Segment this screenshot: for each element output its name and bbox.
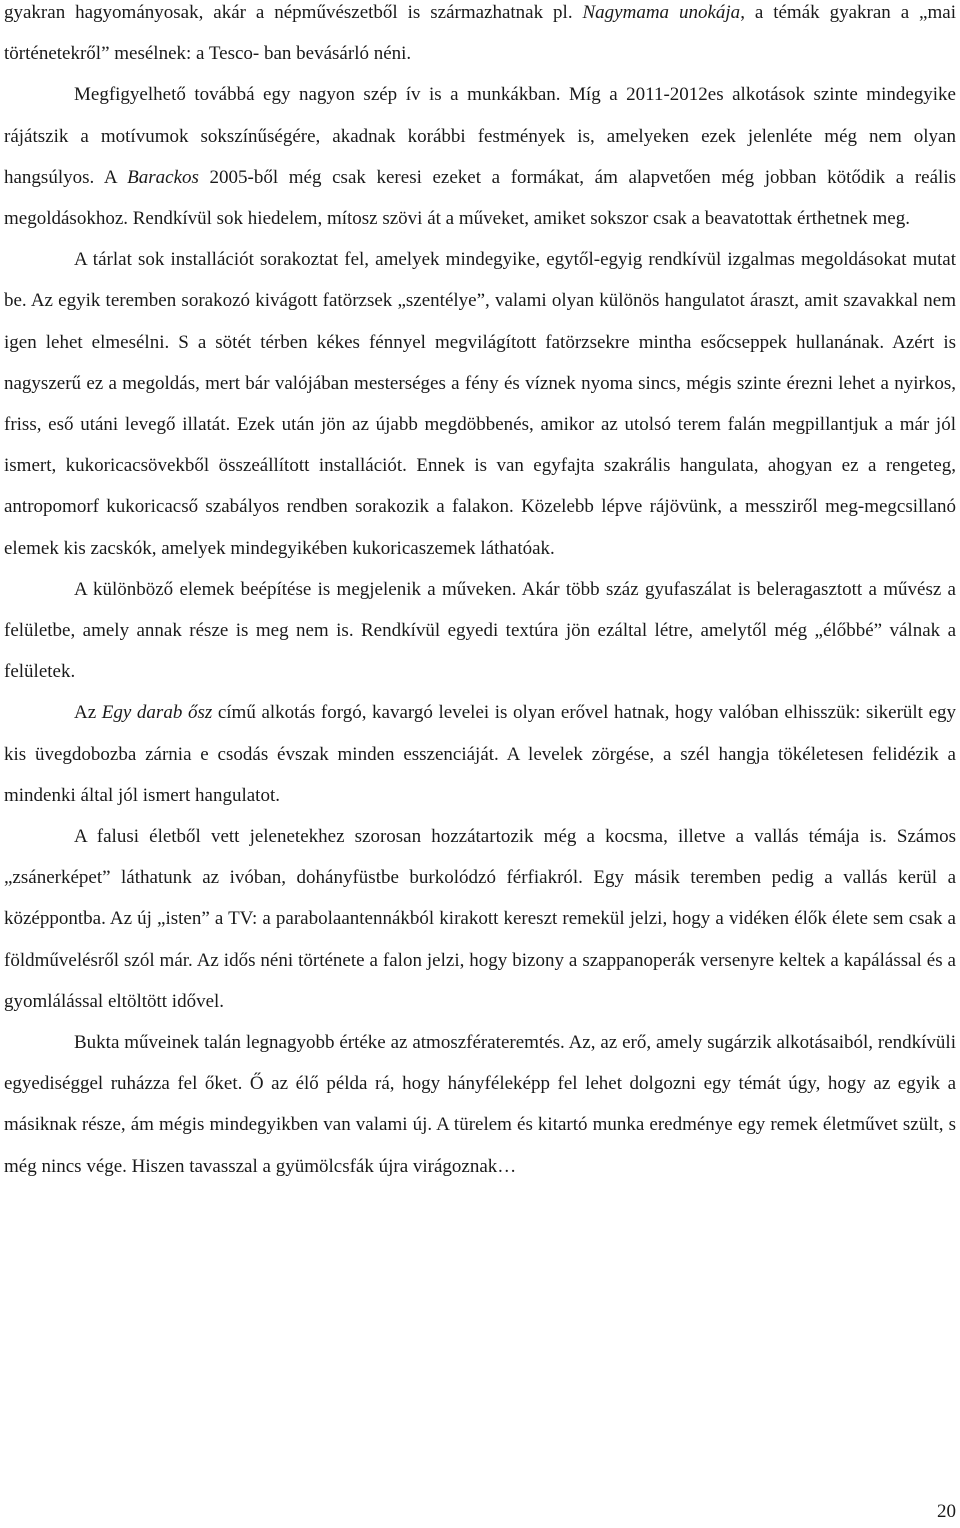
paragraph-2: [4, 74, 956, 239]
text-run: A tárlat sok installációt sorakoztat fel, amelyek mindegyike, egytől-egyig rendkívül izgalmas megoldásokat mutat be. Az egyik teremben sorakozó kivágott fatörzsek „szentélye”, valami olyan különös hangulatot áraszt, amit szavakkal nem igen lehet elmesélni. S a sötét térben kékes fénnyel megvilágított fatörzsekre mintha esőcseppek hullanának. Azért is nagyszerű ez a megoldás, mert bár valójában mesterséges a fény és víznek nyoma sincs, mégis szinte érezni lehet a nyirkos, friss, eső utáni levegő illatát. Ezek után jön az újabb megdöbbenés, amikor az utolsó terem falán megpillantjuk a már jól ismert, kukoricacsövekből összeállított installációt. Ennek is van egyfajta szakrális hangulata, ahogyan ez a rengeteg, antropomorf kukoricacső szabályos rendben sorakozik a falakon. Közelebb lépve rájövünk, a messziről meg-megcsillanó elemek kis zacskók, amelyek mindegyikében kukoricaszemek láthatóak.: [4, 249, 956, 559]
paragraph-5: [4, 692, 956, 816]
text-run: című alkotás forgó, kavargó levelei is olyan erővel hatnak, hogy valóban elhisszük: sikerült egy kis üvegdobozba zárnia e csodás évszak minden esszenciáját. A levelek zörgése, a szél hangja tökéletesen felidézik a mindenki által jól ismert hangulatot.: [4, 702, 956, 806]
paragraph-6: [4, 816, 956, 1022]
paragraph-7: [4, 1022, 956, 1187]
paragraph-3: [4, 239, 956, 569]
text-run: gyakran hagyományosak, akár a népművészetből is származhatnak pl.: [4, 2, 583, 23]
paragraph-4: [4, 569, 956, 693]
text-run: Megfigyelhető továbbá egy nagyon szép ív is a munkákban. Míg a 2011-2012es alkotások szinte mindegyike rájátszik a motívumok sokszínűségére, akadnak korábbi festmények is, amelyeken ezek jelenléte még nem olyan hangsúlyos. A: [4, 84, 956, 188]
italic-title-barackos: Barackos: [127, 166, 199, 188]
text-run: A falusi életből vett jelenetekhez szorosan hozzátartozik még a kocsma, illetve a vallás témája is. Számos „zsánerképet” láthatunk az ivóban, dohányfüstbe burkolódzó férfiakról. Egy másik teremben pedig a vallás kerül a középpontba. Az új „isten” a TV: a parabolaantennákból kirakott kereszt remekül jelzi, hogy a vidéken élők élete sem csak a földművelésről szól már. Az idős néni története a falon jelzi, hogy bizony a szappanoperák versenyre keltek a kapálással és a gyomlálással eltöltött idővel.: [4, 826, 956, 1012]
paragraph-1: [4, 0, 956, 74]
text-run: Bukta műveinek talán legnagyobb értéke az atmoszférateremtés. Az, az erő, amely sugárzik alkotásaiból, rendkívüli egyediséggel ruházza fel őket. Ő az élő példa rá, hogy hányféleképp fel lehet dolgozni egy témát úgy, hogy az egyik a másiknak része, ám mégis mindegyikben van valami új. A türelem és kitartó munka eredménye egy remek életművet szült, s még nincs vége. Hiszen tavasszal a gyümölcsfák újra virágoznak…: [4, 1032, 956, 1177]
text-run: 2005-ből még csak keresi ezeket a formákat, ám alapvetően még jobban kötődik a reális megoldásokhoz. Rendkívül sok hiedelem, mítosz szövi át a műveket, amiket sokszor csak a beavatottak érthetnek meg.: [4, 166, 957, 230]
text-run: Az: [74, 702, 102, 724]
text-run: , a témák gyakran a „mai történetekről” mesélnek: a Tesco- ban bevásárló néni.: [4, 2, 956, 65]
page-number: 20: [937, 1501, 956, 1522]
italic-title-egy-darab-osz: Egy darab ősz: [101, 702, 213, 724]
text-run: A különböző elemek beépítése is megjelenik a műveken. Akár több száz gyufaszálat is beleragasztott a művész a felületbe, amely annak része is meg nem is. Rendkívül egyedi textúra jön ezáltal létre, amelytől még „élőbbé” válnak a felületek.: [4, 578, 956, 683]
document-page: [4, 0, 956, 1187]
italic-title-nagymama-unokaja: Nagymama unokája: [582, 2, 741, 23]
